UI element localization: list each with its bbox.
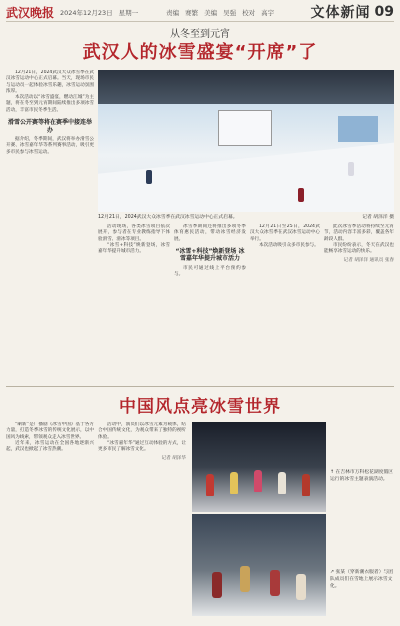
story1-column-2 [98,224,170,382]
story1-subhead-2: “冰雪+科技”焕新登场 冰雪嘉年华提升城市活力 [175,247,245,263]
paragraph: 此次冰雪季活动将持续至元宵节，活动内容丰富多彩，覆盖各年龄段人群。 [324,224,394,242]
performer-figure [254,470,262,492]
paragraph: 本次活动吸引众多市民参与。 [259,242,319,248]
story1-column-3 [174,224,246,382]
story2-column-1 [6,422,94,618]
skier-figure [298,188,304,202]
performer-figure [302,474,310,496]
photo-roof [98,70,394,104]
paragraph: 据介绍，冬季期间，武汉将举办滑雪公开赛、冰雪嘉年华等系列赛事活动，吸引更多市民参与冰雪运动。 [6,137,94,155]
caption-text: 12月21日，2024武汉大众冰雪季在武汉冰雪运动中心正式启幕。 [98,215,238,220]
paragraph: “刷新”是广播剧《冰雪中国》基于各方力量，打造冬季冰雪的传统文化展示，以中国风为线索，带领观众走入冰雪世界。 [6,422,94,440]
performer-figure [230,472,238,494]
story2-caption-2: ↗ 张某（穿新潮衣服者）与团队成员们在雪地上展示冰雪文化。 [330,570,394,589]
paragraph: 本次活动以“冰雪盛宴，燃动江城”为主题，将在冬至到元宵期间陆续推出多项冰雪活动，丰富市民冬季生活。 [6,95,94,113]
story2-byline: 记者 胡泽华 [161,456,186,462]
caption-credit: 记者 胡泽洋 摄 [362,215,394,220]
performer-figure [278,472,286,494]
performer-figure [206,474,214,496]
paragraph: 市民可通过线上平台预约参与。 [174,265,246,278]
story2-headline: 中国风点亮冰雪世界 [119,397,281,417]
paragraph: 冰雪季期间还将推出多项冬季体育惠民活动，带动冰雪经济发展。 [174,224,246,242]
story1-photo-caption [98,213,394,221]
costume-figure [212,572,222,598]
story1-column-5 [324,224,394,382]
photo-screen [338,116,378,142]
story1-subhead-1: 滑雪公开赛等将在赛季中接连举办 [7,119,92,134]
story1-column-4 [250,224,320,382]
story2-photo-costume [192,514,326,616]
editor-tag: 高宇 [261,8,275,17]
editor-tag: 校对 [242,8,256,17]
costume-figure [296,574,306,600]
editor-tag: 吴强 [223,8,237,17]
paragraph: 12月21日，2024武汉大众冰雪季在武汉冰雪运动中心正式启幕。当天，现场市民与运动员一起体验冰雪乐趣，冰雪运动氛围浓厚。 [6,70,94,94]
photo-banner [218,110,272,146]
paragraph: 活动现场，各类冰雪项目依次展开，参与者在专业教练指导下体验滑雪、滑冰等项目。 [98,224,170,242]
story1-headline: 武汉人的冰雪盛宴“开席”了 [82,42,318,63]
story2-column-2 [98,422,186,618]
costume-figure [240,566,250,592]
paragraph: 近年来，冰雪运动在全国各地逐渐兴起，武汉也掀起了冰雪热潮。 [6,440,94,453]
issue-date: 2024年12月23日 [60,8,113,17]
story1-photo-ski-slope [98,70,394,212]
skier-figure [146,170,152,184]
issue-weekday: 星期一 [118,8,139,17]
story1-kicker: 从冬至到元宵 [170,29,230,40]
editor-tag: 赛繁 [185,8,199,17]
section-divider [6,386,394,387]
story1-column-1 [6,70,94,382]
story2-photo-performance [192,422,326,512]
paragraph: 12月21日至25日，2024武汉大众冰雪季在武汉冰雪运动中心举行。 [250,224,320,242]
paragraph: “冰雪+科技”焕新登场，冰雪嘉年华提升城市活力。 [98,242,170,255]
editor-tag: 责编 [166,8,180,17]
paragraph: “冰雪嘉年华”通过互动体验的方式，让更多市民了解冰雪文化。 [98,440,186,453]
editor-tag: 美编 [204,8,218,17]
masthead [6,3,394,22]
story2-caption-1: ↑ 在吉林市万科松花湖度假区运行的冰雪主题表演活动。 [330,470,394,482]
newspaper-logo: 武汉晚报 [6,5,55,20]
section-title: 文体新闻 [310,5,371,21]
editor-tags [166,8,274,17]
costume-figure [270,570,280,596]
photo-slope [98,140,394,212]
page-number: 09 [374,4,394,20]
paragraph: 市民纷纷表示，冬天在武汉也能畅享冰雪运动的快乐。 [324,242,394,255]
story1-byline: 记者 胡泽洋 通讯员 张春 [343,258,394,264]
skier-figure [348,162,354,176]
paragraph: 活动中，演员们以冰雪元素为载体，结合中国传统文化，为观众带来了独特的视听体验。 [98,422,186,440]
